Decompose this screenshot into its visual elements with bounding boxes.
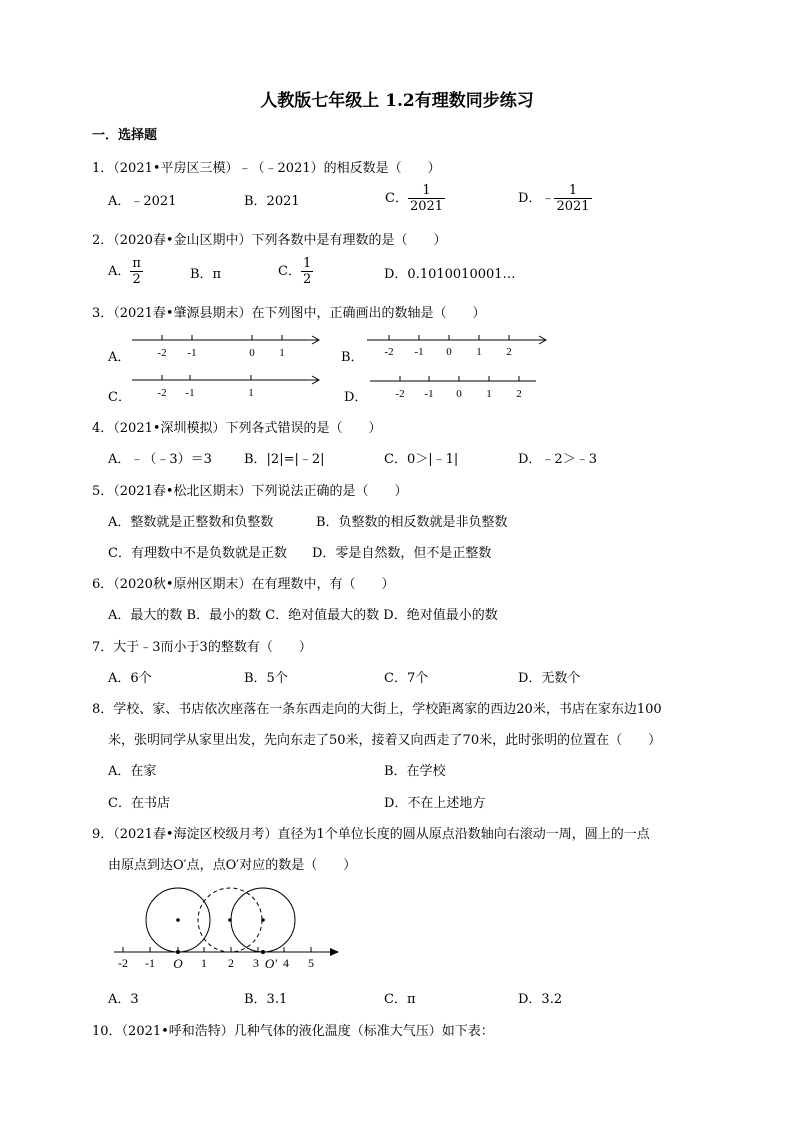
option-c: C．π — [384, 992, 416, 1007]
option-a: A．在家 — [108, 764, 157, 779]
option-c — [385, 183, 445, 214]
tick-label: -1 — [414, 346, 424, 358]
question-stem: 5．（2021春•松北区期末）下列说法正确的是（ ） — [92, 484, 408, 499]
option-label: D． — [518, 191, 542, 206]
question-stem: 2．（2020春•金山区期中）下列各数中是有理数的是（ ） — [92, 233, 447, 248]
question-stem: 10．（2021•呼和浩特）几种气体的液化温度（标准大气压）如下表： — [92, 1024, 494, 1039]
tick-label: 0 — [446, 346, 452, 358]
tick-label: 3 — [253, 956, 259, 970]
number-line-a — [130, 330, 325, 360]
minus-sign: ﹣ — [541, 191, 555, 206]
rolling-circle-figure — [110, 880, 350, 972]
option-d: D．3.2 — [518, 992, 563, 1007]
tick-label: 1 — [486, 388, 492, 400]
numerator: 1 — [554, 183, 591, 199]
fraction — [554, 183, 591, 214]
page-title: 人教版七年级上 1.2有理数同步练习 — [260, 91, 534, 111]
option-c: C．有理数中不是负数就是正数 — [108, 546, 287, 561]
question-stem: 7．大于﹣3而小于3的整数有（ ） — [92, 640, 312, 655]
denominator: 2021 — [409, 199, 444, 214]
option-d: D．零是自然数，但不是正整数 — [312, 546, 492, 561]
option-c: C．0＞|﹣1| — [384, 452, 459, 467]
tick-label: 2 — [516, 388, 522, 400]
question-stem: 4．（2021•深圳模拟）下列各式错误的是（ ） — [92, 421, 382, 436]
denominator: 2 — [302, 272, 312, 287]
question-stem: 3．（2021春•肇源县期末）在下列图中，正确画出的数轴是（ ） — [92, 306, 486, 321]
option-a: A．3 — [108, 992, 139, 1007]
center-dot — [228, 918, 232, 922]
axis-arrow — [330, 948, 339, 956]
tick-label: -1 — [424, 388, 434, 400]
option-c — [278, 256, 313, 287]
fraction — [130, 256, 143, 287]
question-stem: 6．（2020秋•原州区期末）在有理数中，有（ ） — [92, 577, 395, 592]
option-d — [518, 183, 592, 214]
tick-label: 2 — [228, 956, 234, 970]
origin-point — [176, 950, 180, 954]
tick-label: 1 — [476, 346, 482, 358]
question-stem-line1: 8．学校、家、书店依次座落在一条东西走向的大街上，学校距离家的西边20米，书店在家东边100 — [92, 702, 662, 717]
question-stem: 1．（2021•平房区三模）﹣（﹣2021）的相反数是（ ） — [92, 161, 441, 176]
option-b: B．在学校 — [384, 764, 446, 779]
option-b: B． — [341, 350, 364, 365]
number-line-d — [368, 373, 543, 403]
tick-label: -1 — [185, 387, 195, 399]
option-label: C． — [385, 191, 408, 206]
option-label: C． — [278, 264, 301, 279]
tick-label: 4 — [283, 956, 289, 970]
tick-label: -2 — [118, 956, 128, 970]
tick-label: 5 — [308, 956, 314, 970]
option-a: A．整数就是正整数和负整数 — [108, 515, 274, 530]
tick-label: -2 — [384, 346, 394, 358]
denominator: 2021 — [556, 199, 590, 214]
tick-label: O — [173, 956, 183, 971]
numerator: 1 — [408, 183, 445, 199]
fraction — [408, 183, 445, 214]
tick-label: 1 — [279, 347, 285, 359]
option-d: D．不在上述地方 — [384, 796, 486, 811]
option-a: A．6个 — [108, 671, 152, 686]
number-line-c — [130, 372, 325, 402]
tick-label: 2 — [506, 346, 512, 358]
option-a: A．﹣2021 — [108, 194, 177, 209]
option-label: A． — [108, 264, 131, 279]
fraction — [301, 256, 313, 287]
tick-label: -1 — [145, 956, 155, 970]
tick-label: O′ — [264, 956, 278, 971]
tick-label: -1 — [187, 347, 197, 359]
option-d: D．﹣2＞﹣3 — [518, 452, 597, 467]
tick-label: 0 — [249, 347, 255, 359]
tick-label: -2 — [395, 388, 405, 400]
option-b: B．负整数的相反数就是非负整数 — [316, 515, 508, 530]
options: A．最大的数 B．最小的数 C．绝对值最大的数 D．绝对值最小的数 — [108, 608, 498, 623]
option-d: D． — [344, 390, 368, 405]
option-c: C． — [108, 390, 131, 405]
option-b: B．3.1 — [244, 992, 288, 1007]
question-stem-line2: 米，张明同学从家里出发，先向东走了50米，接着又向西走了70米，此时张明的位置在（ ） — [108, 733, 662, 748]
option-c: C．在书店 — [108, 796, 170, 811]
numerator: 1 — [302, 256, 312, 271]
option-c: C．7个 — [384, 671, 429, 686]
option-a — [108, 256, 143, 287]
tick-label: 1 — [201, 956, 207, 970]
option-b: B．π — [190, 267, 222, 282]
tick-label: -2 — [157, 387, 167, 399]
number-line-b — [365, 332, 550, 360]
question-stem-line2: 由原点到达O′点，点O′对应的数是（ ） — [108, 858, 357, 873]
option-a: A．﹣（﹣3）＝3 — [108, 452, 212, 467]
center-dot — [261, 918, 265, 922]
option-a: A． — [108, 350, 131, 365]
center-dot — [176, 918, 180, 922]
section-heading: 一．选择题 — [92, 128, 158, 143]
denominator: 2 — [132, 272, 141, 287]
tick-label: 0 — [456, 388, 462, 400]
tick-label: -2 — [157, 347, 167, 359]
tick-label: 1 — [248, 387, 254, 399]
option-b: B．5个 — [244, 671, 288, 686]
option-b: B．2021 — [244, 194, 300, 209]
o-prime-point — [261, 950, 265, 954]
option-b: B．|2|=|﹣2| — [244, 452, 325, 467]
option-d: D．无数个 — [518, 671, 581, 686]
numerator: π — [132, 256, 141, 271]
question-stem-line1: 9．（2021春•海淀区校级月考）直径为1个单位长度的圆从原点沿数轴向右滚动一周，圆上的一点 — [92, 827, 650, 842]
option-d: D．0.1010010001… — [384, 267, 516, 282]
